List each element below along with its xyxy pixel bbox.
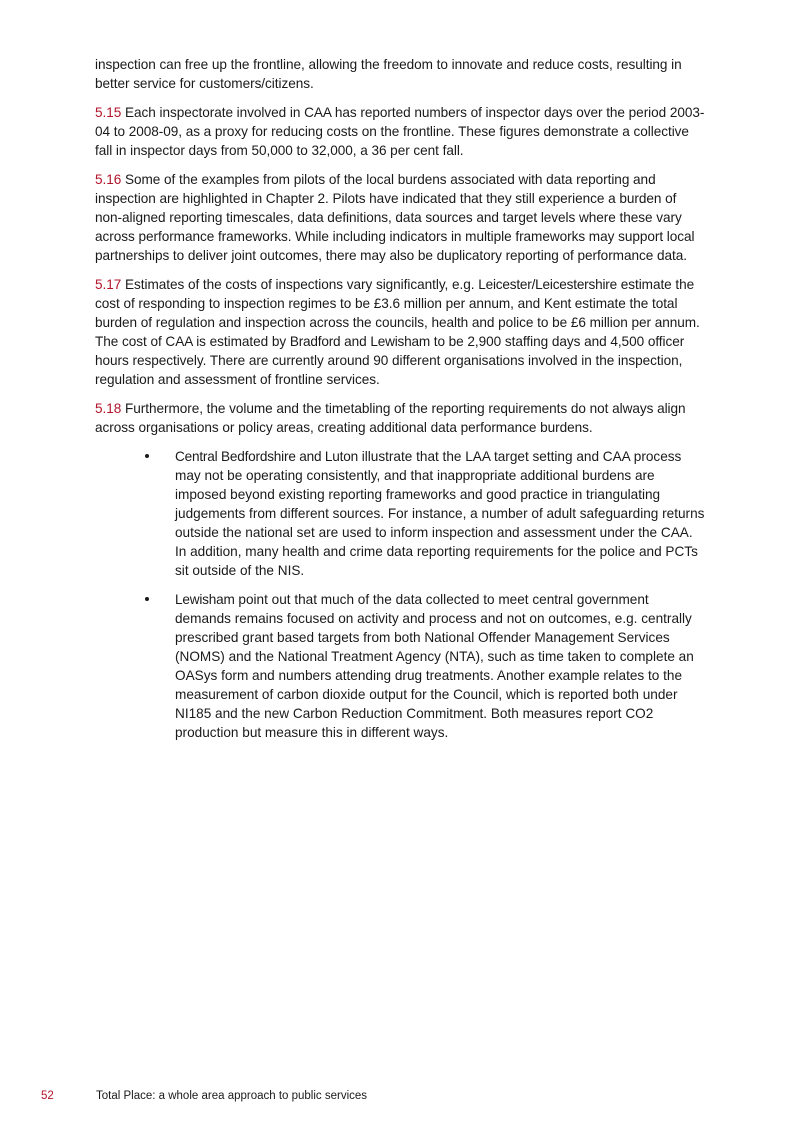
- bullet-text: point out that much of the data collected to meet central government demands remains focused on activity and process and not on outcomes, e.g. centrally prescribed grant based targets from both National Offender Management Services (NOMS) and the National Treatment Agency (NTA), such as time taken to complete an OASys form and numbers attending drug treatments. Another example relates to the measurement of carbon dioxide output for the Council, which is reported both under NI185 and the new Carbon Reduction Commitment. Both measures report CO2 production but measure this in different ways.: [175, 592, 694, 740]
- bullet-text: illustrate that the LAA target setting and CAA process may not be operating consistently, and that inappropriate additional burdens are imposed beyond existing reporting frameworks and good practice in triangulating judgements from different sources. For instance, a number of adult safeguarding returns outside the national set are used to inform inspection and assessment under the CAA. In addition, many health and crime data reporting requirements for the police and PCTs sit outside of the NIS.: [175, 449, 705, 578]
- intro-paragraph: [95, 55, 707, 93]
- place-name: Bradford: [289, 334, 341, 349]
- paragraph-text: to be 2,900 staffing days and 4,500 officer hours respectively. There are currently around 90 different organisations involved in the inspection, regulation and assessment of frontline services.: [95, 334, 685, 387]
- place-name: Kent: [543, 296, 572, 311]
- place-name: Lewisham: [370, 334, 430, 349]
- intro-text: inspection can free up the frontline, allowing the freedom to innovate and reduce costs, resulting in better service for customers/citizens.: [95, 57, 682, 91]
- place-name: Leicester/Leicestershire: [478, 277, 617, 292]
- bullet-icon: [145, 454, 149, 458]
- paragraph-text: Each inspectorate involved in CAA has reported numbers of inspector days over the period 2003-04 to 2008-09, as a proxy for reducing costs on the frontline. These figures demonstrate a collective fall in inspector days from 50,000 to 32,000, a 36 per cent fall.: [95, 105, 705, 158]
- bullet-list: [95, 447, 707, 742]
- paragraph-5-15: [95, 103, 707, 160]
- paragraph-5-16: [95, 170, 707, 265]
- place-name: Central Bedfordshire and Luton: [175, 449, 358, 464]
- paragraph-text: Estimates of the costs of inspections vary significantly, e.g.: [121, 277, 479, 292]
- paragraph-text: estimate the cost of responding to inspection regimes to be £3.6 million per annum, and: [95, 277, 695, 311]
- page-number: 52: [41, 1090, 54, 1102]
- paragraph-5-17: [95, 275, 707, 389]
- paragraph-text: Furthermore, the volume and the timetabling of the reporting requirements do not always align across organisations or policy areas, creating additional data performance burdens.: [95, 401, 686, 435]
- paragraph-text: Some of the examples from pilots of the local burdens associated with data reporting and inspection are highlighted in Chapter 2. Pilots have indicated that they still experience a burden of non-aligned reporting timescales, data definitions, data sources and target levels where these vary across performance frameworks. While including indicators in multiple frameworks may support local partnerships to deliver joint outcomes, there may also be duplicatory reporting of performance data.: [95, 172, 695, 263]
- document-body: [95, 55, 707, 752]
- paragraph-number: 5.17: [95, 277, 122, 292]
- bullet-item: [95, 447, 707, 580]
- bullet-icon: [145, 597, 149, 601]
- paragraph-text: and: [340, 334, 371, 349]
- paragraph-5-18: [95, 399, 707, 437]
- bullet-item: [95, 590, 707, 742]
- footer-title: Total Place: a whole area approach to public services: [96, 1090, 368, 1102]
- paragraph-text: estimate the total burden of regulation and inspection across the councils, health and police to be £6 million per annum. The cost of CAA is estimated by: [95, 296, 700, 349]
- page-footer: [41, 1090, 367, 1102]
- paragraph-number: 5.16: [95, 172, 122, 187]
- paragraph-number: 5.15: [95, 105, 122, 120]
- paragraph-number: 5.18: [95, 401, 122, 416]
- place-name: Lewisham: [175, 592, 235, 607]
